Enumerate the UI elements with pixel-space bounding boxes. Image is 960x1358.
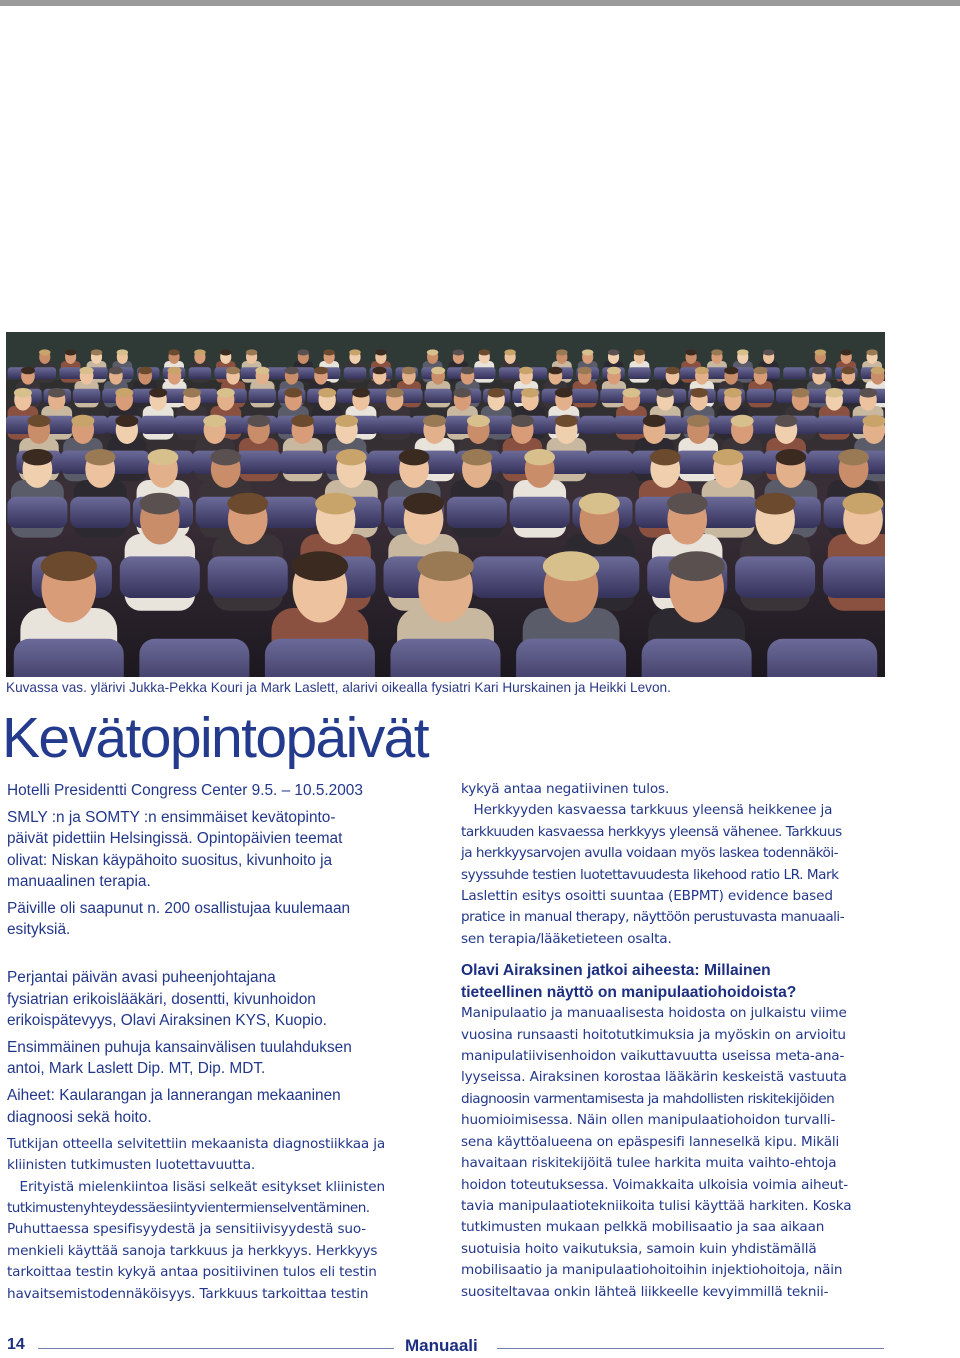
audience-person-hair bbox=[843, 493, 884, 515]
audience-person-hair bbox=[656, 388, 674, 398]
text-line: lyyseissa. Airaksinen korostaa lääkärin keskeistä vastuuta bbox=[461, 1069, 847, 1086]
audience-person-hair bbox=[39, 349, 51, 355]
audience-person-hair bbox=[220, 349, 232, 355]
audience-person-hair bbox=[21, 367, 35, 374]
photo-caption: Kuvassa vas. ylärivi Jukka-Pekka Kouri ja Mark Laslett, alarivi oikealla fysiatri Kari Hurskainen ja Heikki Levon. bbox=[6, 680, 671, 695]
audience-person-hair bbox=[349, 349, 361, 355]
audience-person-hair bbox=[521, 388, 539, 398]
audience-person-hair bbox=[203, 415, 226, 427]
text-line: sena käyttöalueena on epäspesifi lanneselkä kipu. Mikäli bbox=[461, 1133, 840, 1150]
audience-person-hair bbox=[695, 367, 709, 374]
audience-photo bbox=[6, 332, 885, 677]
theatre-seat bbox=[208, 556, 288, 598]
audience-person-hair bbox=[65, 349, 77, 355]
theatre-seat bbox=[377, 416, 412, 434]
audience-person-hair bbox=[48, 388, 66, 398]
audience-person-hair bbox=[775, 449, 806, 465]
text-line: esityksiä. bbox=[7, 921, 71, 939]
text-line: tavia manipulaatiotekniikoita tulisi käyttää harkiten. Koska bbox=[461, 1197, 852, 1214]
audience-person-hair bbox=[763, 349, 775, 355]
audience-person-hair bbox=[862, 415, 885, 427]
text-line: hoidon toteutuksessa. Voimakkaita ulkoisia voimia aiheut- bbox=[461, 1176, 849, 1193]
audience-person-hair bbox=[335, 415, 358, 427]
section-heading bbox=[461, 960, 901, 1003]
theatre-seat bbox=[236, 451, 281, 474]
audience-person-hair bbox=[149, 388, 167, 398]
theatre-seat bbox=[70, 497, 130, 528]
theatre-seat bbox=[642, 639, 752, 677]
attendance-paragraph bbox=[7, 898, 447, 940]
audience-person-hair bbox=[315, 493, 356, 515]
speaker-paragraph bbox=[7, 1037, 447, 1079]
audience-person-hair bbox=[323, 349, 335, 355]
audience-person-hair bbox=[14, 388, 32, 398]
theatre-seat bbox=[344, 367, 367, 379]
article-title: Kevätopintopäivät bbox=[2, 706, 428, 770]
theatre-seat bbox=[7, 497, 67, 528]
audience-person-hair bbox=[634, 349, 646, 355]
audience-person-hair bbox=[115, 415, 138, 427]
theatre-seat bbox=[447, 497, 507, 528]
audience-person-hair bbox=[399, 449, 430, 465]
intro-paragraph bbox=[7, 807, 447, 892]
theatre-seat bbox=[14, 639, 124, 677]
audience-person-hair bbox=[109, 367, 123, 374]
audience-person-hair bbox=[138, 367, 152, 374]
audience-person-hair bbox=[91, 349, 103, 355]
audience-person-hair bbox=[314, 367, 328, 374]
text-line: Perjantai päivän avasi puheenjohtajana bbox=[7, 969, 276, 987]
audience-person-hair bbox=[403, 493, 444, 515]
audience-person-hair bbox=[217, 388, 235, 398]
theatre-seat bbox=[580, 416, 615, 434]
left-column bbox=[7, 780, 447, 1305]
audience-person-hair bbox=[871, 367, 885, 374]
text-line: pratice in manual therapy, näyttöön perustuvasta manuaali- bbox=[461, 909, 845, 926]
heading-line: Olavi Airaksinen jatkoi aiheesta: Millainen bbox=[461, 962, 771, 980]
audience-person-hair bbox=[643, 415, 666, 427]
audience-person-hair bbox=[423, 415, 446, 427]
audience-person-hair bbox=[352, 388, 370, 398]
text-line: sen terapia/lääketieteen osalta. bbox=[461, 930, 672, 947]
audience-person-hair bbox=[724, 388, 742, 398]
text-line: Tutkijan otteella selvitettiin mekaanista diagnostiikkaa ja bbox=[7, 1135, 386, 1152]
audience-person-hair bbox=[479, 349, 491, 355]
theatre-seat bbox=[823, 556, 885, 598]
audience-person-hair bbox=[148, 449, 179, 465]
audience-person-hair bbox=[284, 388, 302, 398]
audience-person-hair bbox=[650, 449, 681, 465]
theatre-seat bbox=[141, 416, 176, 434]
audience-person-hair bbox=[246, 349, 258, 355]
audience-person-hair bbox=[41, 551, 97, 581]
audience-person-hair bbox=[666, 367, 680, 374]
audience-person-hair bbox=[815, 349, 827, 355]
page-number: 14 bbox=[7, 1336, 25, 1353]
audience-person-hair bbox=[859, 388, 877, 398]
audience-person-hair bbox=[431, 367, 445, 374]
audience-person-hair bbox=[210, 449, 241, 465]
text-line: Manipulaatio ja manuaalisesta hoidosta on julkaistu viime bbox=[461, 1005, 847, 1022]
text-line: kykyä antaa negatiivinen tulos. bbox=[461, 781, 670, 797]
audience-person-hair bbox=[375, 349, 387, 355]
theatre-seat bbox=[735, 556, 815, 598]
text-line: kliinisten tutkimusten luotettavuutta. bbox=[7, 1157, 256, 1174]
theatre-seat bbox=[139, 639, 249, 677]
audience-person-hair bbox=[402, 367, 416, 374]
audience-person-hair bbox=[825, 388, 843, 398]
audience-person-hair bbox=[117, 349, 129, 355]
audience-person-hair bbox=[607, 367, 621, 374]
audience-person-hair bbox=[373, 367, 387, 374]
audience-person-hair bbox=[841, 367, 855, 374]
audience-person-hair bbox=[724, 367, 738, 374]
theatre-seat bbox=[189, 367, 212, 379]
audience-person-hair bbox=[115, 388, 133, 398]
text-line: tarkkuuden kasvaessa herkkyys yleensä vähenee. Tarkkuus bbox=[461, 823, 842, 840]
audience-person-hair bbox=[298, 349, 310, 355]
theatre-seat bbox=[73, 389, 101, 403]
theatre-seat bbox=[249, 389, 277, 403]
likelihood-paragraph bbox=[461, 779, 901, 950]
audience-person-hair bbox=[622, 388, 640, 398]
audience-person-hair bbox=[731, 415, 754, 427]
text-line: tutkimusten mukaan pelkkä mobilisaatio ja saa aikaan bbox=[461, 1219, 825, 1236]
text-line: suositeltavaa onkin lähteä liikkeelle kevyimmillä teknii- bbox=[461, 1283, 829, 1300]
manipulation-paragraph bbox=[461, 1003, 901, 1303]
theatre-seat bbox=[424, 389, 452, 403]
right-column bbox=[461, 779, 901, 1303]
text-line: Laslettin esitys osoitti suuntaa (EBPMT) evidence based bbox=[461, 888, 833, 905]
theatre-seat bbox=[265, 639, 375, 677]
audience-person-hair bbox=[417, 551, 473, 581]
audience-person-hair bbox=[685, 349, 697, 355]
topic-paragraph bbox=[7, 1085, 447, 1127]
text-line: tutkimustenyhteydessäesiintyvientermienselventäminen. bbox=[7, 1200, 370, 1217]
audience-person-hair bbox=[504, 349, 516, 355]
text-line: vuosina runsaasti hoitotutkimuksia ja myöskin on arvioitu bbox=[461, 1026, 846, 1043]
audience-person-hair bbox=[27, 415, 50, 427]
page-footer bbox=[0, 1336, 960, 1358]
theatre-seat bbox=[588, 451, 633, 474]
audience-person-hair bbox=[866, 349, 878, 355]
audience-person-hair bbox=[548, 367, 562, 374]
audience-person-hair bbox=[336, 449, 367, 465]
audience-person-hair bbox=[386, 388, 404, 398]
text-line: fysiatrian erikoislääkäri, dosentti, kivunhoidon bbox=[7, 990, 316, 1008]
theatre-seat bbox=[767, 639, 877, 677]
audience-person-hair bbox=[840, 349, 852, 355]
audience-person-hair bbox=[668, 551, 724, 581]
theatre-seat bbox=[571, 389, 599, 403]
text-line: SMLY :n ja SOMTY :n ensimmäiset kevätopinto- bbox=[7, 809, 336, 827]
audience-person-hair bbox=[775, 415, 798, 427]
text-line: havaitsemistodennäköisyys. Tarkkuus tarkoittaa testin bbox=[7, 1285, 369, 1302]
text-line: havaitaan riskitekijöitä tulee harkita muita vaihto-ehtoja bbox=[461, 1155, 837, 1172]
audience-person-hair bbox=[519, 367, 533, 374]
audience-person-hair bbox=[462, 449, 493, 465]
audience-person-hair bbox=[555, 388, 573, 398]
theatre-seat bbox=[628, 367, 651, 379]
text-line: manipulatiivisenhoidon vaikuttavuutta useissa meta-ana- bbox=[461, 1048, 845, 1065]
audience-person-hair bbox=[713, 449, 744, 465]
audience-person-hair bbox=[838, 449, 869, 465]
audience-person-hair bbox=[467, 415, 490, 427]
audience-person-hair bbox=[167, 367, 181, 374]
audience-person-hair bbox=[194, 349, 206, 355]
audience-person-hair bbox=[85, 449, 116, 465]
audience-person-hair bbox=[183, 388, 201, 398]
text-line: diagnoosin varmentamisesta ja mahdollisten riskitekijöiden bbox=[461, 1090, 835, 1107]
audience-person-hair bbox=[460, 367, 474, 374]
journal-name: Manuaali bbox=[405, 1336, 478, 1355]
audience-person-hair bbox=[226, 367, 240, 374]
audience-person-hair bbox=[737, 349, 749, 355]
text-line: erikoispätevyys, Olavi Airaksinen KYS, Kuopio. bbox=[7, 1011, 327, 1029]
theatre-seat bbox=[516, 639, 626, 677]
text-line: olivat: Niskan käypähoito suositus, kivunhoito ja bbox=[7, 851, 333, 869]
audience-person-hair bbox=[690, 388, 708, 398]
footer-rule-right bbox=[497, 1348, 884, 1349]
audience-person-hair bbox=[792, 388, 810, 398]
text-line: Erityistä mielenkiintoa lisäsi selkeät esitykset kliinisten bbox=[7, 1178, 385, 1195]
text-line: Aiheet: Kaularangan ja lannerangan mekaaninen bbox=[7, 1087, 341, 1105]
audience-person-hair bbox=[812, 367, 826, 374]
theatre-seat bbox=[471, 556, 551, 598]
text-line: päivät pidettiin Helsingissä. Opintopäivien teemat bbox=[7, 830, 343, 848]
theatre-seat bbox=[120, 556, 200, 598]
text-line: diagnoosi sekä hoito. bbox=[7, 1108, 152, 1126]
theatre-seat bbox=[280, 451, 325, 474]
venue-line: Hotelli Presidentti Congress Center 9.5. – 10.5.2003 bbox=[7, 782, 363, 799]
theatre-seat bbox=[783, 367, 806, 379]
theatre-seat bbox=[747, 389, 775, 403]
audience-person-hair bbox=[453, 349, 465, 355]
theatre-seat bbox=[817, 416, 852, 434]
text-line: Herkkyyden kasvaessa tarkkuus yleensä heikkenee ja bbox=[461, 802, 833, 819]
audience-person-hair bbox=[711, 349, 723, 355]
text-line: syyssuhde testien luotettavuudesta likehood ratio LR. Mark bbox=[461, 866, 839, 883]
theatre-seat bbox=[59, 367, 82, 379]
theatre-seat bbox=[473, 367, 496, 379]
audience-person-hair bbox=[753, 367, 767, 374]
audience-person-hair bbox=[168, 349, 180, 355]
text-line: Ensimmäinen puhuja kansainvälisen tuulahduksen bbox=[7, 1039, 352, 1057]
text-line: tarkoittaa testin kykyä antaa positiivinen tulos eli testin bbox=[7, 1264, 377, 1281]
audience-person-hair bbox=[511, 415, 534, 427]
audience-person-hair bbox=[80, 367, 94, 374]
text-line: Päiville oli saapunut n. 200 osallistujaa kuulemaan bbox=[7, 900, 351, 918]
footer-rule-left bbox=[38, 1348, 394, 1349]
theatre-seat bbox=[510, 497, 570, 528]
audience-person-hair bbox=[227, 493, 268, 515]
text-line: ja herkkyysarvojen avulla voidaan myös laskea todennäköi- bbox=[461, 845, 839, 862]
audience-person-hair bbox=[556, 349, 568, 355]
audience-person-hair bbox=[578, 367, 592, 374]
audience-person-hair bbox=[247, 415, 270, 427]
audience-person-hair bbox=[139, 493, 180, 515]
audience-person-hair bbox=[608, 349, 620, 355]
text-line: manuaalinen terapia. bbox=[7, 872, 151, 890]
theatre-seat bbox=[34, 367, 57, 379]
body-paragraph bbox=[7, 1134, 447, 1305]
audience-person-hair bbox=[487, 388, 505, 398]
audience-person-hair bbox=[579, 493, 620, 515]
text-line: Puhuttaessa spesifisyydestä ja sensitiivisyydestä suo- bbox=[7, 1221, 367, 1238]
text-line: menkieli käyttää sanoja tarkkuus ja herkkyys. Herkkyys bbox=[7, 1242, 378, 1259]
audience-person-hair bbox=[755, 493, 796, 515]
heading-line: tieteellinen näyttö on manipulaatiohoidoista? bbox=[461, 983, 797, 1001]
audience-person-hair bbox=[255, 367, 269, 374]
text-line: antoi, Mark Laslett Dip. MT, Dip. MDT. bbox=[7, 1060, 266, 1078]
audience-person-hair bbox=[22, 449, 53, 465]
audience-person-hair bbox=[667, 493, 708, 515]
audience-person-hair bbox=[453, 388, 471, 398]
text-line: suotuisia hoito vaikutuksia, samoin kuin yhdistämällä bbox=[461, 1240, 817, 1257]
audience-person-hair bbox=[285, 367, 299, 374]
theatre-seat bbox=[499, 367, 521, 379]
audience-person-hair bbox=[71, 415, 94, 427]
audience-person-hair bbox=[291, 415, 314, 427]
audience-person-hair bbox=[543, 551, 599, 581]
audience-person-hair bbox=[318, 388, 336, 398]
audience-person-hair bbox=[687, 415, 710, 427]
audience-person-hair bbox=[524, 449, 555, 465]
opening-paragraph bbox=[7, 967, 447, 1031]
theatre-seat bbox=[391, 639, 501, 677]
text-line: mobilisaatio ja manipulaatiohoitoihin injektiohoitoja, näin bbox=[461, 1262, 843, 1279]
audience-person-hair bbox=[427, 349, 439, 355]
audience-person-hair bbox=[555, 415, 578, 427]
top-rule bbox=[0, 0, 960, 6]
audience-person-hair bbox=[292, 551, 348, 581]
text-line: huomioimisessa. Näin ollen manipulaatiohoidon turvalli- bbox=[461, 1112, 836, 1129]
audience-person-hair bbox=[582, 349, 594, 355]
